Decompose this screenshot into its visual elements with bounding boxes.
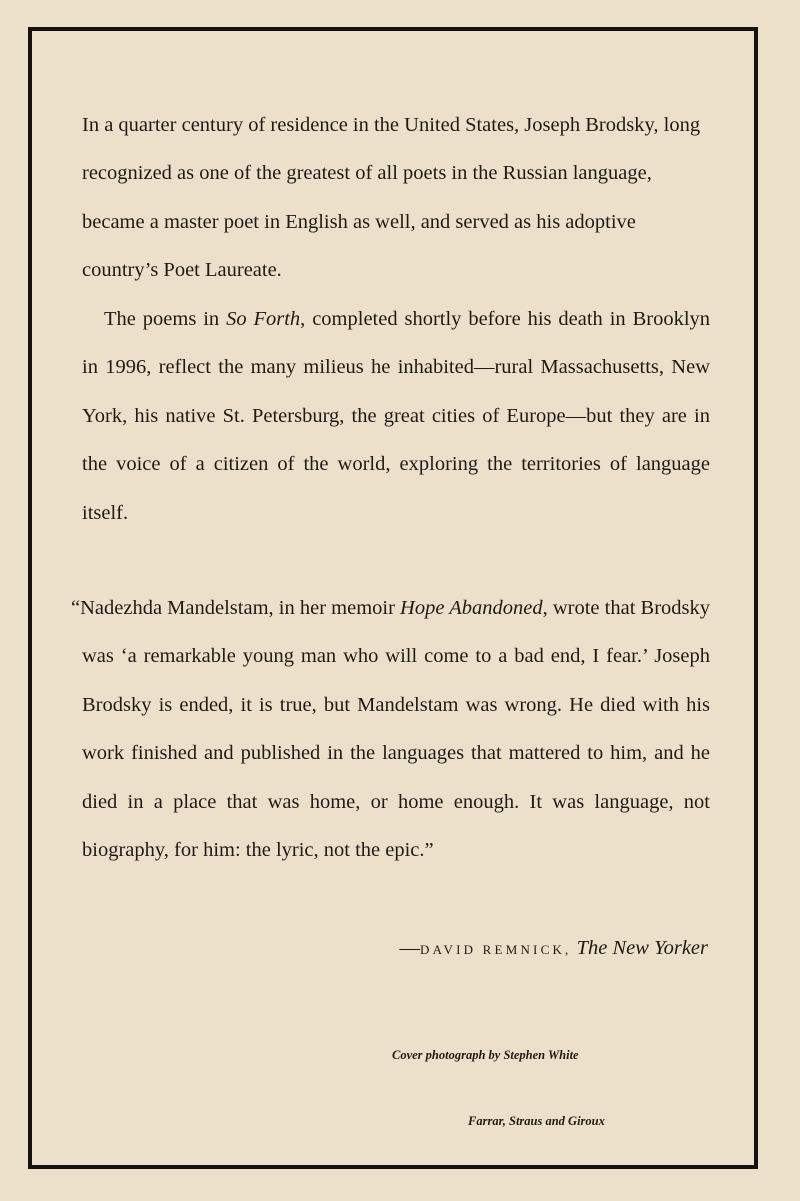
review-quote xyxy=(71,584,710,874)
book-title-so-forth: So Forth xyxy=(226,308,301,330)
memoir-title-hope-abandoned: Hope Abandoned xyxy=(400,597,543,619)
cover-photo-credit: Cover photograph by Stephen White xyxy=(392,1048,579,1062)
quote-text-end: , wrote that Brodsky was ‘a remarkable young man who will come to a bad end, I fear.’ Joseph Brodsky is ended, it is true, but Mandelstam was wrong. He died with his work finished and published in the languages that mattered to him, and he died in a place that was home, or home enough. It was language, not biography, for him: the lyric, not the epic.” xyxy=(82,597,710,862)
quote-text-start: “Nadezhda Mandelstam, in her memoir xyxy=(71,597,401,619)
attribution-author: DAVID REMNICK, xyxy=(420,942,572,957)
description-paragraph-1: In a quarter century of residence in the United States, Joseph Brodsky, long recognized as one of the greatest of all poets in the Russian language, became a master poet in English as well, and served as his adoptive country’s Poet Laureate. xyxy=(82,114,701,282)
publisher-name: Farrar, Straus and Giroux xyxy=(468,1114,605,1128)
description-paragraph-2 xyxy=(82,295,710,537)
attribution-publication: The New Yorker xyxy=(576,937,708,959)
quote-attribution xyxy=(400,924,708,974)
paragraph-2-text-start: The poems in xyxy=(104,308,227,330)
attribution-dash: — xyxy=(399,937,421,959)
paragraph-2-text-end: , completed shortly before his death in Brooklyn in 1996, reflect the many milieus he inhabited—rural Massachusetts, New York, his native St. Petersburg, the great cities of Europe—but they are in the voice of a citizen of the world, exploring the territories of language itself. xyxy=(82,308,711,524)
